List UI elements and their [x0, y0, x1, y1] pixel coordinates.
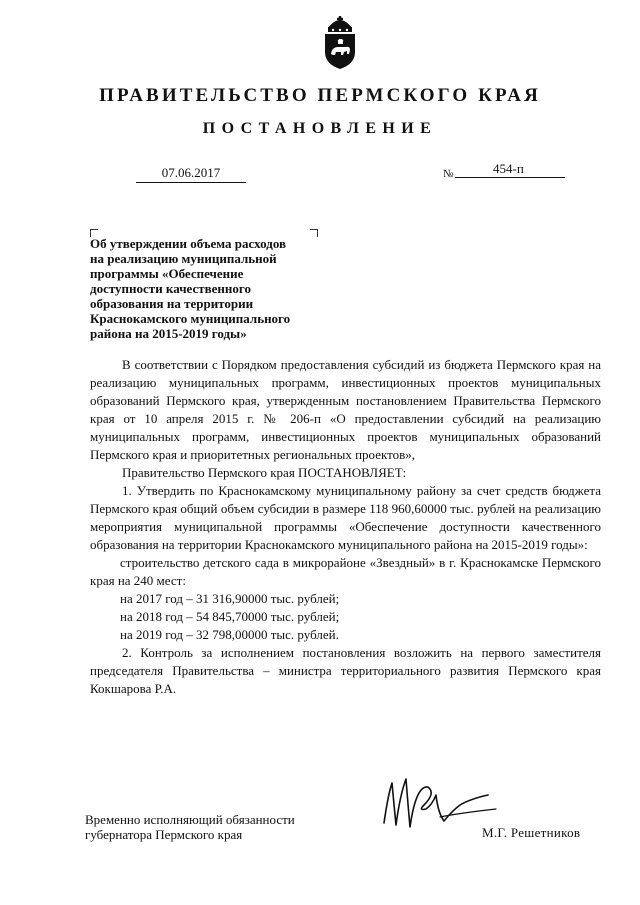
document-number: 454-п	[455, 160, 565, 178]
subject-line: образования на территории	[90, 296, 254, 311]
document-subject	[90, 236, 330, 341]
funding-2017-line: на 2017 год – 31 316,90000 тыс. рублей;	[120, 591, 340, 606]
signatory-name: М.Г. Решетников	[482, 825, 581, 840]
government-title: ПРАВИТЕЛЬСТВО ПЕРМСКОГО КРАЯ	[99, 85, 541, 106]
funding-2019-line: на 2019 год – 32 798,00000 тыс. рублей.	[120, 627, 339, 642]
coat-of-arms-icon	[322, 14, 358, 70]
position-line: Временно исполняющий обязанности	[85, 812, 295, 827]
clause-1-paragraph: 1. Утвердить по Краснокамскому муниципальному району за счет средств бюджета Пермского края общий объем субсидии в размере 118 960,60000 тыс. рублей на реализацию мероприятия муниципальной программы «Обеспечение доступности качественного образования на территории Краснокамского муниципального района на 2015-2019 годы»:	[90, 483, 601, 552]
handwritten-signature-icon	[370, 765, 500, 845]
number-sign: №	[443, 168, 454, 180]
document-body	[90, 356, 601, 698]
document-type: ПОСТАНОВЛЕНИЕ	[202, 120, 438, 137]
clause-2-paragraph: 2. Контроль за исполнением постановления возложить на первого заместителя председателя Правительства – министра территориального развития Пермского края Кокшарова Р.А.	[90, 645, 601, 696]
subject-line: на реализацию муниципальной	[90, 251, 277, 266]
construction-paragraph: строительство детского сада в микрорайоне «Звездный» в г. Краснокамске Пермского края на 240 мест:	[90, 555, 601, 588]
document-date: 07.06.2017	[136, 164, 246, 183]
resolution-paragraph: Правительство Пермского края ПОСТАНОВЛЯЕТ:	[122, 465, 407, 480]
subject-line: доступности качественного	[90, 281, 251, 296]
subject-line: программы «Обеспечение	[90, 266, 244, 281]
position-line: губернатора Пермского края	[85, 827, 243, 842]
subject-line: Краснокамского муниципального	[90, 311, 291, 326]
preamble-paragraph: В соответствии с Порядком предоставления субсидий из бюджета Пермского края на реализацию муниципальных программ, инвестиционных проектов муниципальных образований Пермского края, утвержденным постановлением Правительства Пермского края от 10 апреля 2015 г. № 206-п «О предоставлении субсидий на реализацию муниципальных программ, инвестиционных проектов муниципальных образований Пермского края и приоритетных региональных проектов»,	[90, 357, 601, 462]
funding-2018-line: на 2018 год – 54 845,70000 тыс. рублей;	[120, 609, 340, 624]
subject-line: района на 2015-2019 годы»	[90, 326, 247, 341]
signatory-position	[85, 812, 365, 842]
subject-line: Об утверждении объема расходов	[90, 236, 287, 251]
